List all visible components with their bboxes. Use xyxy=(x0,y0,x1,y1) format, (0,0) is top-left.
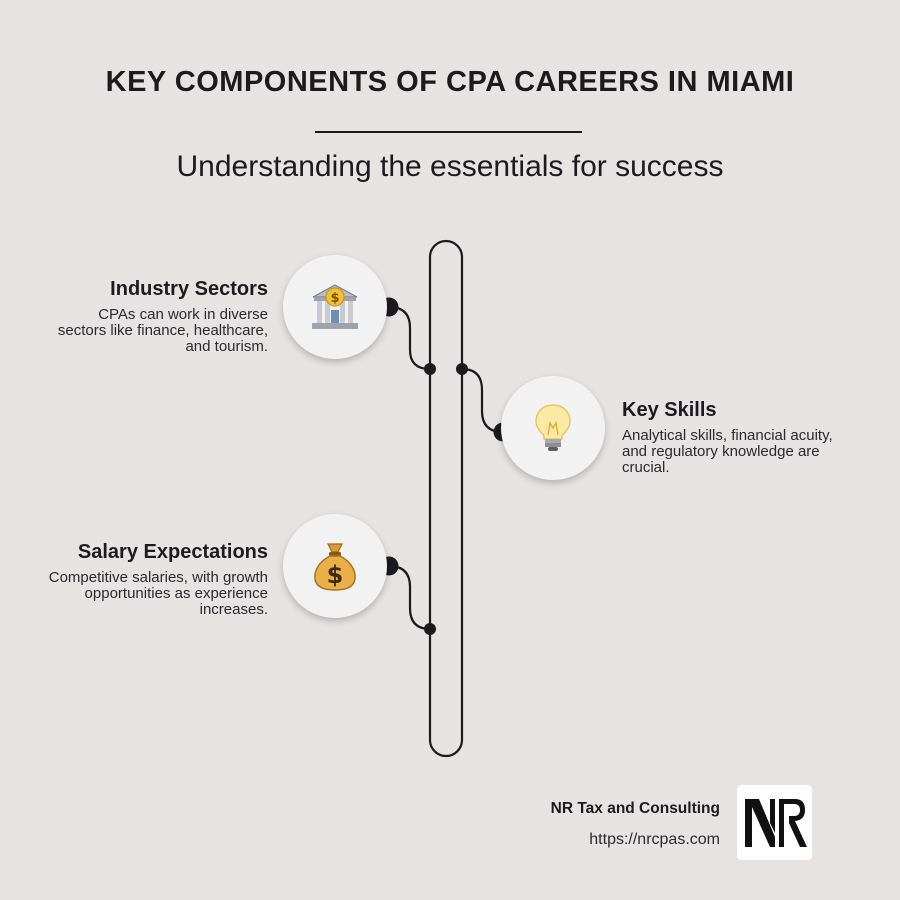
timeline-track xyxy=(430,241,462,756)
connector-salary-expectations xyxy=(389,566,430,629)
company-name: NR Tax and Consulting xyxy=(550,800,720,817)
connector-dot-skills-start xyxy=(456,363,468,375)
item-title: Salary Expectations xyxy=(77,541,268,563)
icon-circle-salary-expectations xyxy=(283,514,387,618)
item-description: Competitive salaries, with growth opportunities as experience increases. xyxy=(48,569,268,618)
page-subtitle: Understanding the essentials for success xyxy=(176,150,724,183)
item-salary-expectations xyxy=(48,541,268,618)
item-key-skills xyxy=(622,399,842,476)
item-description: CPAs can work in diverse sectors like finance, healthcare, and tourism. xyxy=(57,306,268,355)
money-bag-icon xyxy=(310,540,360,592)
item-industry-sectors xyxy=(48,278,268,355)
page-title: KEY COMPONENTS OF CPA CAREERS IN MIAMI xyxy=(105,66,795,98)
connector-dot-industry-end xyxy=(424,363,436,375)
company-logo xyxy=(737,785,812,860)
bank-icon xyxy=(308,280,362,334)
item-title: Key Skills xyxy=(622,399,717,421)
lightbulb-icon xyxy=(531,401,575,455)
item-description: Analytical skills, financial acuity, and regulatory knowledge are crucial. xyxy=(622,427,833,476)
nr-logo-icon xyxy=(737,785,812,860)
company-url[interactable]: https://nrcpas.com xyxy=(589,831,720,848)
connector-key-skills xyxy=(462,369,503,432)
svg-text:$: $ xyxy=(330,291,340,306)
svg-text:$: $ xyxy=(326,561,344,589)
connector-industry-sectors xyxy=(389,307,430,369)
connector-dot-salary-end xyxy=(424,623,436,635)
icon-circle-industry-sectors xyxy=(283,255,387,359)
item-title: Industry Sectors xyxy=(110,278,268,300)
icon-circle-key-skills xyxy=(501,376,605,480)
